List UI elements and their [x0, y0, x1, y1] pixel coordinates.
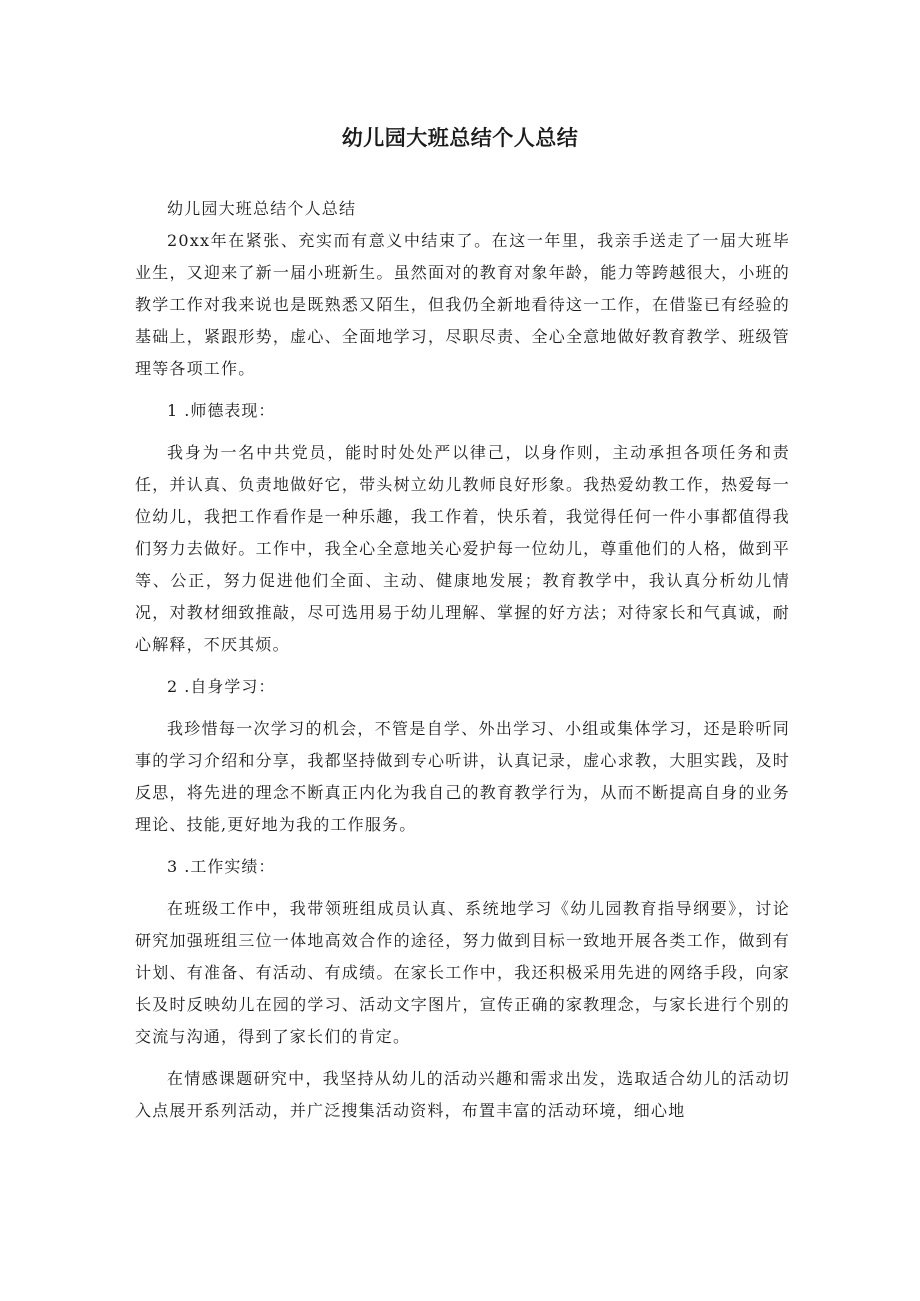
- document-subtitle: 幼儿园大班总结个人总结: [167, 199, 357, 218]
- section-heading-study: 2 .自身学习：: [167, 677, 276, 696]
- section-paragraph-achievements-1: 在班级工作中，我带领班组成员认真、系统地学习《幼儿园教育指导纲要》，讨论研究加强班组三位一体地高效合作的途径，努力做到目标一致地开展各类工作，做到有计划、有准备、有活动、有成绩。在家长工作中，我还积极采用先进的网络手段，向家长及时反映幼儿在园的学习、活动文字图片，宣传正确的家教理念，与家长进行个别的交流与沟通，得到了家长们的肯定。: [135, 899, 790, 1046]
- section-heading-achievements: 3 .工作实绩：: [167, 857, 276, 876]
- section-paragraph-study: 我珍惜每一次学习的机会，不管是自学、外出学习、小组或集体学习，还是聆听同事的学习介绍和分享，我都坚持做到专心听讲，认真记录，虚心求教，大胆实践，及时反思，将先进的理念不断真正内化为我自己的教育教学行为，从而不断提高自身的业务理论、技能,更好地为我的工作服务。: [135, 719, 790, 834]
- section-paragraph-achievements-2: 在情感课题研究中，我坚持从幼儿的活动兴趣和需求出发，选取适合幼儿的活动切入点展开系列活动，并广泛搜集活动资料，布置丰富的活动环境，细心地: [135, 1069, 790, 1120]
- section-heading-ethics: 1 .师德表现：: [167, 401, 276, 420]
- document-body: [135, 193, 790, 1137]
- section-paragraph-ethics: 我身为一名中共党员，能时时处处严以律己，以身作则，主动承担各项任务和责任，并认真、负责地做好它，带头树立幼儿教师良好形象。我热爱幼教工作，热爱每一位幼儿，我把工作看作是一种乐趣，我工作着，快乐着，我觉得任何一件小事都值得我们努力去做好。工作中，我全心全意地关心爱护每一位幼儿，尊重他们的人格，做到平等、公正，努力促进他们全面、主动、健康地发展；教育教学中，我认真分析幼儿情况，对教材细致推敲，尽可选用易于幼儿理解、掌握的好方法；对待家长和气真诚，耐心解释，不厌其烦。: [135, 443, 790, 654]
- document-title: 幼儿园大班总结个人总结: [341, 126, 579, 150]
- intro-paragraph: 20xx年在紧张、充实而有意义中结束了。在这一年里，我亲手送走了一届大班毕业生，又迎来了新一届小班新生。虽然面对的教育对象年龄，能力等跨越很大，小班的教学工作对我来说也是既熟悉又陌生，但我仍全新地看待这一工作，在借鉴已有经验的基础上，紧跟形势，虚心、全面地学习，尽职尽责、全心全意地做好教育教学、班级管理等各项工作。: [135, 231, 790, 378]
